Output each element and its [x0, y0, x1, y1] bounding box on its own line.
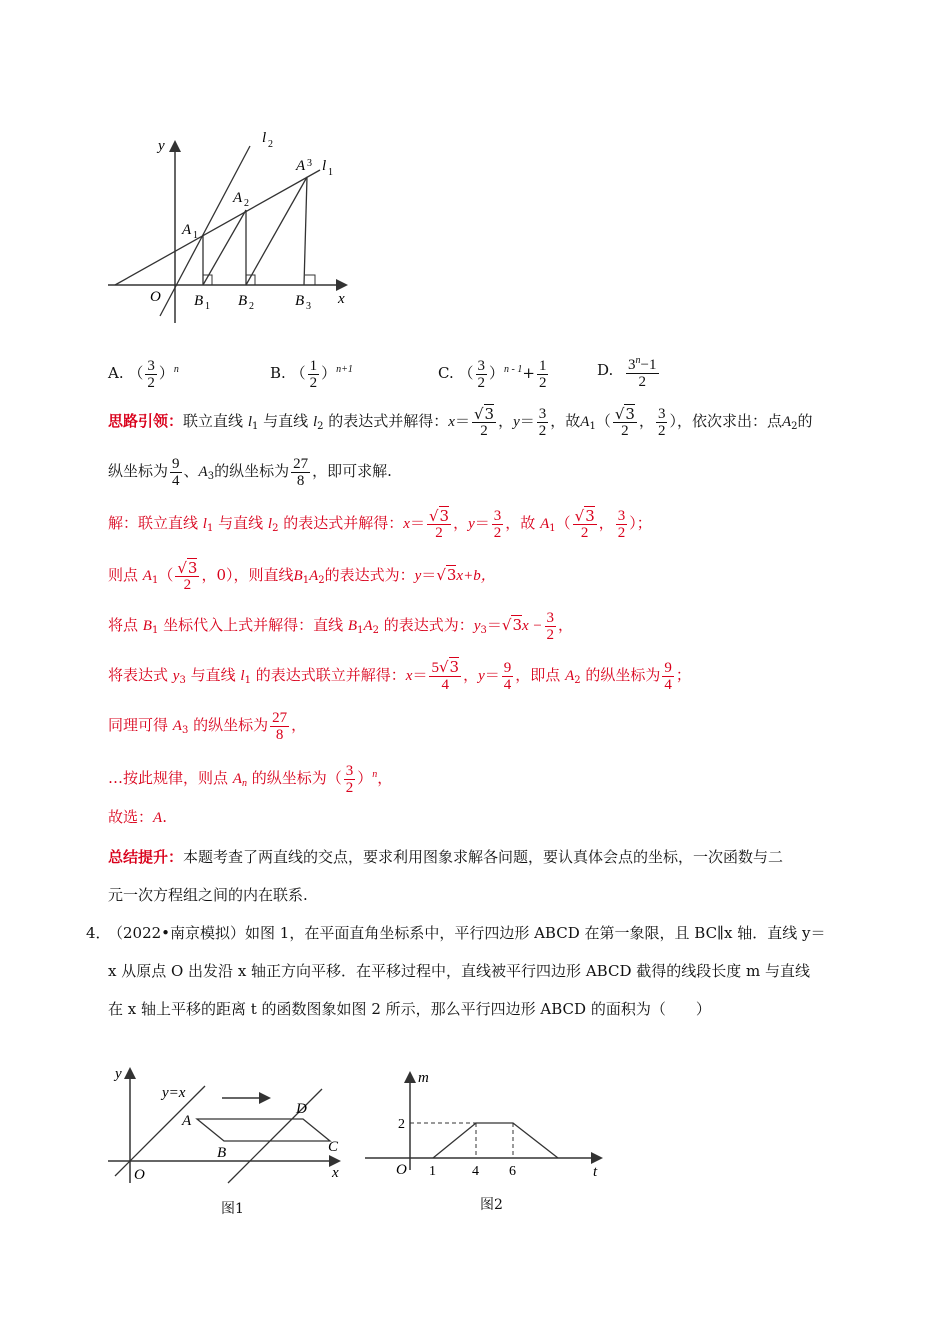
summary-line-2: 元一次方程组之间的内在联系.	[108, 886, 308, 904]
y-label: y	[115, 1066, 122, 1082]
l2-subscript: 2	[268, 139, 273, 150]
hint-line-2: 纵坐标为 $\frac{9}{4}$ 、$A_3$的纵坐标为 $\frac{27}{8}$ ，即可求解.	[108, 455, 392, 489]
a1-subscript: 1	[193, 230, 198, 241]
fraction: $\frac{3^n-1}{2}$	[628, 354, 657, 390]
point-d-label: D	[296, 1101, 307, 1117]
y-label: y	[158, 138, 165, 154]
summary-line-1: 总结提升：本题考查了两直线的交点，要求利用图象求解各问题，要认真体会点的坐标，一次函数与二	[108, 848, 784, 866]
option-a[interactable]: A. （ $\frac{3}{2}$ ）$^n$	[108, 357, 179, 391]
solution-line-4: 将表达式 $y_3$ 与直线 $l_1$ 的表达式联立并解得：x＝ $\frac{5√3}{4}$ ，y＝ $\frac{9}{4}$ ，即点 $A_2$ 的纵坐标为 $\frac{9}{4}$ ；	[108, 658, 691, 693]
question-4-line-1: （2022•南京模拟）如图 1，在平面直角坐标系中，平行四边形 ABCD 在第一象限，且 BC∥x 轴．直线 y＝	[108, 924, 826, 942]
option-c[interactable]: C. （ $\frac{3}{2}$ ）$^{n - 1}$+ $\frac{1}{2}$	[438, 357, 547, 391]
figure-1-caption: 图1	[221, 1201, 244, 1217]
x-label: x	[338, 291, 345, 307]
question-4-line-3: 在 x 轴上平移的距离 t 的函数图象如图 2 所示，那么平行四边形 ABCD 的面积为（ ）	[108, 1000, 711, 1018]
line-l1	[115, 170, 320, 285]
origin-label: O	[134, 1167, 145, 1183]
line-l2	[160, 146, 250, 316]
a1-label: A	[182, 222, 192, 238]
segment-a3b3	[304, 177, 307, 285]
point-b-label: B	[217, 1145, 227, 1161]
question-number: 4．	[86, 924, 111, 942]
point-a-label: A	[182, 1113, 192, 1129]
figure-2-caption: 图2	[480, 1197, 503, 1213]
shifted-line	[228, 1089, 322, 1183]
b3-label: B	[295, 293, 305, 309]
fraction: $\frac{3}{2}$	[147, 357, 155, 391]
solution-answer: 故选：A.	[108, 808, 167, 826]
l2-label: l	[262, 130, 267, 146]
hint-line-1: 思路引领：联立直线 $l_1$ 与直线 $l_2$ 的表达式并解得：x＝ $\frac{√3}{2}$ ，y＝ $\frac{3}{2}$ ，故$A_1$（ $\frac{√3}{2}$ ， $\frac{3}{2}$ ），依次求出：点$A_2$的	[108, 404, 813, 439]
line-y-equals-x	[115, 1086, 205, 1176]
b2-label: B	[238, 293, 248, 309]
solution-line-2: 则点 $A_1$（ $\frac{√3}{2}$ ，0），则直线$B_1A_2$的表达式为：y＝√3x+b，	[108, 558, 496, 593]
parallelogram-abcd	[197, 1119, 330, 1141]
solution-line-5: 同理可得 $A_3$ 的纵坐标为 $\frac{27}{8}$ ，	[108, 709, 307, 743]
a2-label: A	[233, 190, 243, 206]
l1-label: l	[322, 158, 327, 174]
solution-line-6: …按此规律，则点 $A_n$ 的纵坐标为（ $\frac{3}{2}$ ）$^n$，	[108, 762, 393, 796]
question-4-line-2: x 从原点 O 出发沿 x 轴正方向平移．在平移过程中，直线被平行四边形 ABCD 截得的线段长度 m 与直线	[108, 962, 810, 980]
b1-subscript: 1	[205, 301, 210, 312]
b2-subscript: 2	[249, 301, 254, 312]
line-equation-label: y=x	[162, 1085, 186, 1101]
t-tick-4: 4	[472, 1164, 479, 1179]
a3-label: A	[296, 158, 306, 174]
figure-1	[100, 1058, 360, 1188]
segment-b2a3	[246, 177, 307, 285]
b3-subscript: 3	[306, 301, 311, 312]
b1-label: B	[194, 293, 204, 309]
fraction: $\frac{1}{2}$	[538, 357, 547, 391]
x-label: x	[332, 1165, 339, 1181]
t-tick-6: 6	[509, 1164, 516, 1179]
solution-line-3: 将点 $B_1$ 坐标代入上式并解得：直线 $B_1A_2$ 的表达式为：$y_3=√3x$ − $\frac{3}{2}$ ，	[108, 609, 574, 643]
top-figure	[100, 128, 360, 328]
right-angle-mark	[305, 275, 315, 285]
option-b[interactable]: B. （ $\frac{1}{2}$ ）$^{n+1}$	[270, 357, 353, 391]
m-label: m	[418, 1070, 429, 1086]
l1-subscript: 1	[328, 167, 333, 178]
origin-label: O	[150, 289, 161, 305]
solution-line-1: 解：联立直线 $l_1$ 与直线 $l_2$ 的表达式并解得：x＝ $\frac{√3}{2}$ ，y＝ $\frac{3}{2}$ ，故 $A_1$（ $\frac{√3}{2}$ ， $\frac{3}{2}$ ）；	[108, 506, 652, 541]
fraction: $\frac{1}{2}$	[309, 357, 318, 391]
point-c-label: C	[328, 1139, 339, 1155]
option-d[interactable]: D. $\frac{3^n-1}{2}$	[597, 354, 657, 390]
m-tick-2: 2	[398, 1117, 405, 1132]
origin-label: O	[396, 1162, 407, 1178]
t-label: t	[593, 1164, 598, 1180]
a3-subscript: 3	[307, 158, 312, 169]
fraction: $\frac{3}{2}$	[477, 357, 486, 391]
figure-2	[360, 1062, 610, 1182]
function-graph	[433, 1123, 558, 1158]
a2-subscript: 2	[244, 198, 249, 209]
t-tick-1: 1	[429, 1164, 436, 1179]
